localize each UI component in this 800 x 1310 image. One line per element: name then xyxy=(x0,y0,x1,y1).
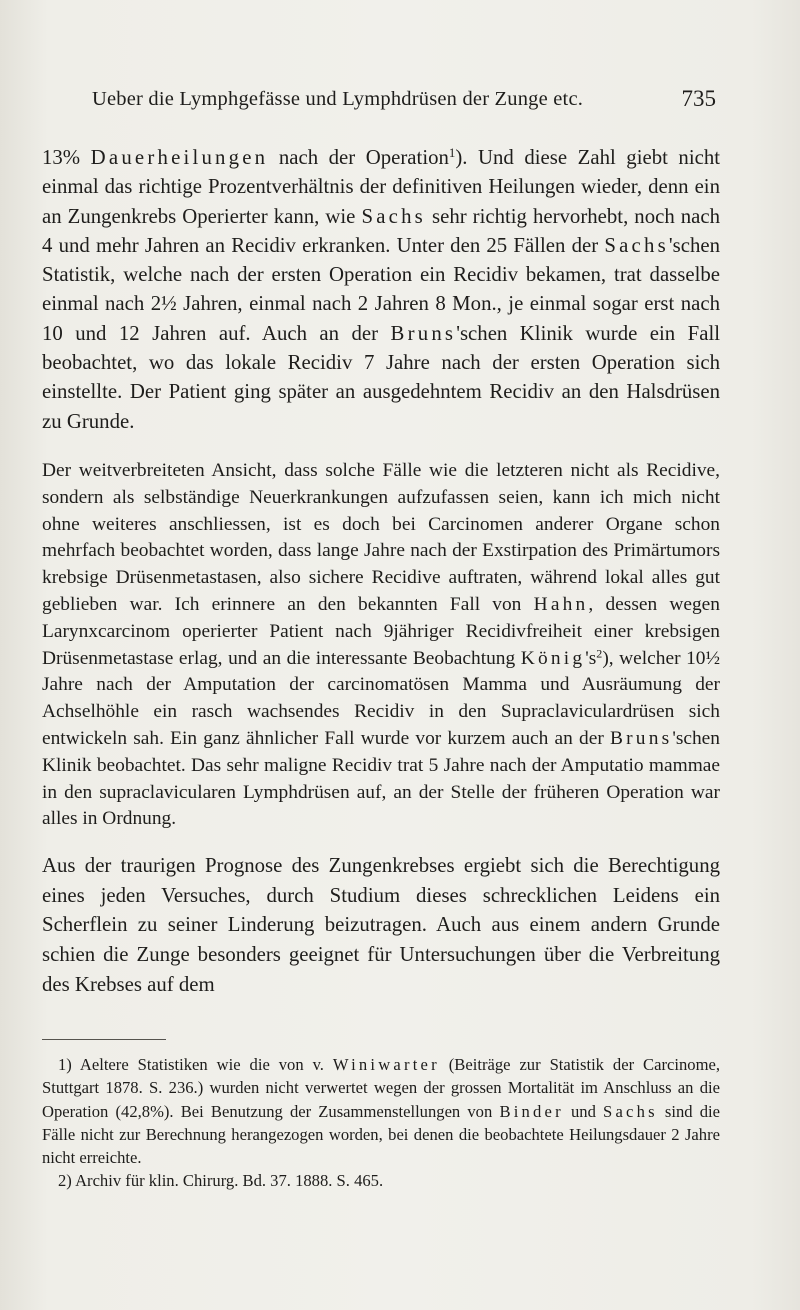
author-name-hahn: Hahn xyxy=(533,593,589,615)
percent-value: 13% xyxy=(42,146,81,169)
emphasized-term: Dauerheilungen xyxy=(90,146,269,169)
running-header xyxy=(92,88,716,118)
author-name-binder: Binder xyxy=(499,1101,564,1121)
paragraph-1-text-c: sehr richtig hervorhebt, noch nach 4 und mehr Jahren an Recidiv erkranken. Unter den 25 Fällen der xyxy=(42,204,720,257)
author-name-sachs-2: Sachs xyxy=(604,233,669,257)
author-name-winiwarter: Winiwarter xyxy=(332,1055,440,1074)
paragraph-2-text-a: Der weitverbreiteten Ansicht, dass solche Fälle wie die letzteren nicht als Recidive, sondern als selbständige Neuerkrankungen aufzufassen seien, kann ich mich nicht ohne weiteres anschliessen, ist es doch bei Carcinomen anderer Organe schon mehrfach beobachtet worden, dass lange Jahre nach der Exstirpation des Primärtumors krebsige Drüsenmetastasen, also sichere Recidive auftraten, während lokal alles gut geblieben war. Ich erinnere an den bekannten Fall von xyxy=(42,459,720,615)
footnote-2-label: 2) xyxy=(58,1171,72,1191)
paragraph-2-text-e: 'schen Klinik beobachtet. Das sehr maligne Recidiv trat 5 Jahre nach der Amputatio mammae in den supraclavicularen Lymphdrüsen auf, an der Stelle der früheren Operation war alles in Ordnung. xyxy=(42,727,720,830)
author-name-bruns: Bruns xyxy=(390,321,457,345)
running-title: Ueber die Lymphgefässe und Lymphdrüsen der Zunge etc. xyxy=(92,88,584,110)
footnote-2-text: Archiv für klin. Chirurg. Bd. 37. 1888. S. 465. xyxy=(75,1171,384,1191)
paragraph-1-text-d: 'schen Statistik, welche nach der ersten Operation ein Recidiv bekamen, trat dasselbe einmal nach 2½ Jahren, einmal nach 2 Jahren 8 Mon., je einmal sogar erst nach 10 und 12 Jahren auf. Auch an der xyxy=(42,233,720,345)
paragraph-2 xyxy=(42,458,720,833)
footnote-1-text-b: (Beiträge zur Statistik der Carcinome, Stuttgart 1878. S. 236.) wurden nicht verwertet wegen der grossen Mortalität im Anschluss an die Operation (42,8%). Bei Benutzung der Zusammenstellungen von xyxy=(42,1055,720,1121)
author-name-bruns-2: Bruns xyxy=(610,727,673,749)
footnote-ref-1: 1 xyxy=(448,145,456,160)
body-text xyxy=(42,143,720,999)
author-name-koenig: König xyxy=(520,647,586,669)
footnote-1-und: und xyxy=(570,1101,596,1121)
paragraph-1-text-e: 'schen Klinik wurde ein Fall beobachtet, wo das lokale Recidiv 7 Jahre nach der ersten Operation sich einstellte. Der Patient ging später an ausgedehntem Recidiv an den Halsdrüsen zu Grunde. xyxy=(42,321,721,433)
footnote-1 xyxy=(42,1053,720,1169)
paragraph-3: Aus der traurigen Prognose des Zungenkrebses ergiebt sich die Berechtigung eines jeden Versuches, durch Studium dieses schrecklichen Leidens ein Scherflein zu seiner Linderung beizutragen. Auch aus einem andern Grunde schien die Zunge besonders geeignet für Untersuchungen über die Verbreitung des Krebses auf dem xyxy=(42,854,720,996)
footnote-ref-2: 2 xyxy=(596,645,603,660)
footnote-1-label: 1) xyxy=(58,1055,72,1074)
author-name-sachs: Sachs xyxy=(361,204,426,228)
page-number: 735 xyxy=(681,86,716,111)
paragraph-2-text-b: , dessen wegen Larynxcarcinom operierter Patient nach 9jähriger Recidivfreiheit einer krebsigen Drüsenmetastase erlag, und an die interessante Beobachtung xyxy=(42,593,720,669)
footnote-1-text-a: Aeltere Statistiken wie die von v. xyxy=(79,1055,324,1074)
paragraph-1: 13% Dauerheilungen nach der Operation$^1$). Und diese Zahl giebt nicht einmal das richtige Prozentverhältnis der definitiven Heilungen wieder, denn ein an Zungenkrebs Operierter kann, wie Sachs sehr richtig hervorhebt, noch nach 4 und mehr Jahren an Recidiv erkranken. Unter den 25 Fällen der Sachs'schen Statistik, welche nach der ersten Operation ein Recidiv bekamen, trat dasselbe einmal nach 2½ Jahren, einmal nach 2 Jahren 8 Mon., je einmal sogar erst nach 10 und 12 Jahren auf. Auch an der Bruns'schen Klinik wurde ein Fall beobachtet, wo das lokale Recidiv 7 Jahre nach der ersten Operation sich einstellte. Der Patient ging später an ausgedehntem Recidiv an den Halsdrüsen zu Grunde. xyxy=(42,145,721,433)
paragraph-1-text-b: . Und diese Zahl giebt nicht einmal das richtige Prozentverhältnis der definitiven Heilungen wieder, denn ein an Zungenkrebs Operierter kann, wie xyxy=(42,146,721,228)
author-name-sachs-fn: Sachs xyxy=(603,1101,658,1121)
paragraph-2-text-d: ), welcher 10½ Jahre nach der Amputation der carcinomatösen Mamma und Ausräumung der Achselhöhle ein rasch wachsendes Recidiv in den Supraclaviculardrüsen sich entwickeln sah. Ein ganz ähnlicher Fall wurde vor kurzem auch an der xyxy=(42,647,721,749)
paragraph-2-text-c: 's xyxy=(585,647,597,669)
footnotes xyxy=(42,1053,720,1193)
footnote-divider xyxy=(42,1039,166,1040)
footnote-2 xyxy=(42,1169,720,1192)
footnote-1-text-c: sind die Fälle nicht zur Berechnung herangezogen worden, bei denen die beobachtete Heilungsdauer 2 Jahre nicht erreichte. xyxy=(42,1101,720,1168)
paragraph-1-text-a: nach der Operation xyxy=(278,146,449,169)
